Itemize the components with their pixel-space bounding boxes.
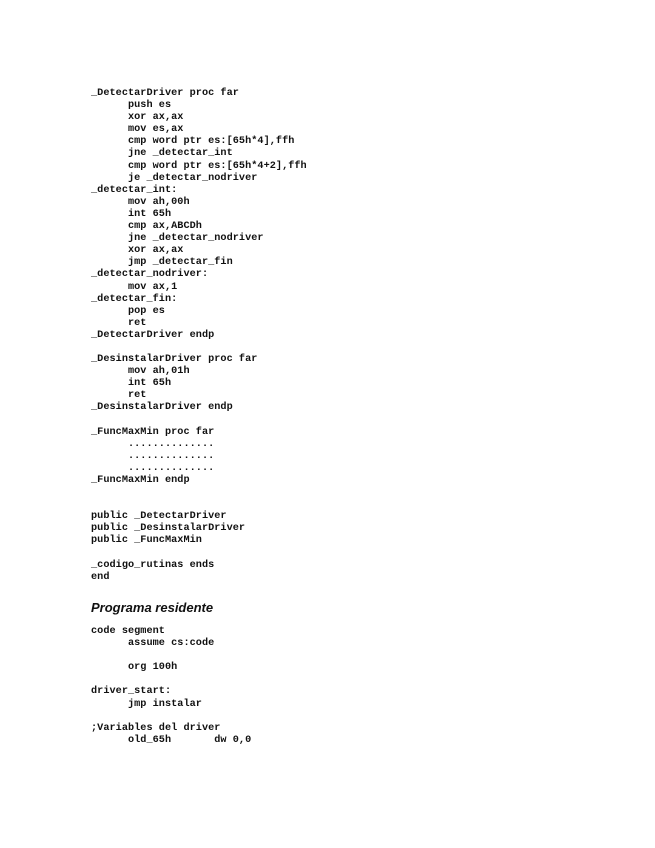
code-line: jne _detectar_nodriver bbox=[91, 233, 264, 245]
code-line: driver_start: bbox=[91, 686, 172, 698]
code-line: int 65h bbox=[91, 208, 172, 220]
code-line: _codigo_rutinas ends bbox=[91, 559, 215, 571]
code-line: je _detectar_nodriver bbox=[91, 172, 258, 184]
code-line: cmp ax,ABCDh bbox=[91, 221, 202, 233]
code-line bbox=[91, 650, 251, 662]
code-line: mov es,ax bbox=[91, 124, 184, 136]
code-line: .............. bbox=[91, 450, 215, 462]
code-line: pop es bbox=[91, 305, 165, 317]
code-line: assume cs:code bbox=[91, 638, 215, 650]
code-line: old_65h dw 0,0 bbox=[91, 734, 252, 746]
code-line: jne _detectar_int bbox=[91, 148, 233, 160]
code-line bbox=[91, 674, 251, 686]
code-line: mov ah,01h bbox=[91, 366, 190, 378]
code-block-routines bbox=[91, 88, 307, 584]
code-line: _DesinstalarDriver proc far bbox=[91, 354, 258, 366]
code-line: public _FuncMaxMin bbox=[91, 535, 202, 547]
code-line bbox=[91, 548, 307, 560]
code-line: public _DesinstalarDriver bbox=[91, 523, 246, 535]
code-line: _FuncMaxMin endp bbox=[91, 475, 190, 486]
code-line: end bbox=[91, 571, 110, 583]
code-line: push es bbox=[91, 100, 172, 112]
code-line: _detectar_nodriver: bbox=[91, 269, 209, 281]
code-line: jmp instalar bbox=[91, 698, 202, 710]
code-line: _DetectarDriver proc far bbox=[91, 88, 239, 99]
code-line: _detectar_fin: bbox=[91, 293, 178, 305]
code-line bbox=[91, 415, 307, 427]
code-line: ;Variables del driver bbox=[91, 722, 221, 734]
code-line: .............. bbox=[91, 462, 215, 474]
code-line: cmp word ptr es:[65h*4+2],ffh bbox=[91, 160, 307, 172]
code-line bbox=[91, 342, 307, 354]
code-line: org 100h bbox=[91, 662, 178, 674]
code-line: code segment bbox=[91, 626, 165, 637]
code-line: .............. bbox=[91, 438, 215, 450]
code-line: xor ax,ax bbox=[91, 245, 184, 257]
code-line: xor ax,ax bbox=[91, 112, 184, 124]
section-heading: Programa residente bbox=[91, 600, 214, 615]
code-line: _FuncMaxMin proc far bbox=[91, 426, 215, 438]
code-line: _detectar_int: bbox=[91, 184, 178, 196]
code-block-resident bbox=[91, 626, 251, 747]
code-line: cmp word ptr es:[65h*4],ffh bbox=[91, 136, 295, 148]
code-line: jmp _detectar_fin bbox=[91, 257, 233, 269]
code-line: mov ah,00h bbox=[91, 196, 190, 208]
code-line: _DesinstalarDriver endp bbox=[91, 402, 233, 414]
code-line: int 65h bbox=[91, 378, 172, 390]
code-line bbox=[91, 711, 251, 723]
code-line: public _DetectarDriver bbox=[91, 511, 227, 523]
code-line: mov ax,1 bbox=[91, 281, 178, 293]
code-line: _DetectarDriver endp bbox=[91, 329, 215, 341]
code-line: ret bbox=[91, 317, 147, 329]
code-line bbox=[91, 499, 307, 511]
code-line: ret bbox=[91, 390, 147, 402]
code-line bbox=[91, 487, 307, 499]
